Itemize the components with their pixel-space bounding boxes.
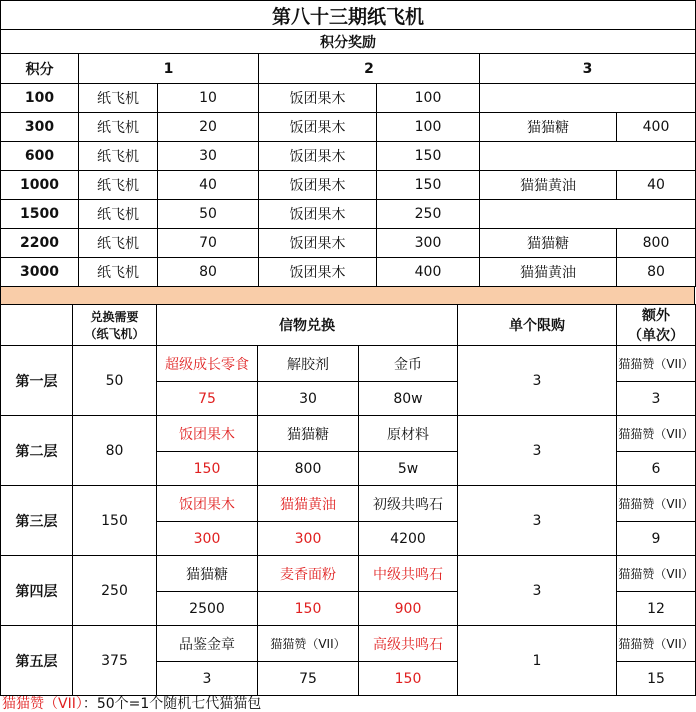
reward2-item: 饭团果木 (259, 229, 377, 258)
tier-name: 第二层 (1, 416, 73, 486)
row-points: 100 (1, 84, 79, 113)
reward1-qty: 30 (158, 142, 259, 171)
tier-item-qty: 80w (359, 382, 458, 416)
reward2-item: 饭团果木 (259, 258, 377, 287)
reward2-qty: 150 (377, 171, 480, 200)
footer-note (2, 693, 261, 712)
section-divider-band (0, 287, 695, 304)
reward2-qty: 250 (377, 200, 480, 229)
tier-item-qty: 30 (258, 382, 359, 416)
tier-extra-qty: 6 (617, 452, 696, 486)
tier-extra-qty: 12 (617, 592, 696, 626)
tier-extra-item: 猫猫赞（VII） (617, 416, 696, 452)
reward2-qty: 300 (377, 229, 480, 258)
tier-item-name: 品鉴金章 (157, 626, 258, 662)
tier-item-name: 猫猫糖 (157, 556, 258, 592)
reward1-item: 纸飞机 (79, 113, 158, 142)
reward2-qty: 100 (377, 113, 480, 142)
reward3-item: 猫猫糖 (480, 113, 617, 142)
reward1-qty: 20 (158, 113, 259, 142)
tier-item-name: 猫猫黄油 (258, 486, 359, 522)
tier-item-name: 原材料 (359, 416, 458, 452)
reward2-item: 饭团果木 (259, 84, 377, 113)
points-reward-table (0, 0, 696, 287)
reward3-item: 猫猫黄油 (480, 171, 617, 200)
reward3-qty: 80 (617, 258, 696, 287)
reward2-item: 饭团果木 (259, 113, 377, 142)
row-points: 600 (1, 142, 79, 171)
points-row (1, 171, 696, 200)
reward1-qty: 10 (158, 84, 259, 113)
tier-row (1, 346, 696, 382)
reward3-item: 猫猫糖 (480, 229, 617, 258)
tier-row (1, 486, 696, 522)
reward3-item: 猫猫黄油 (480, 258, 617, 287)
tier-extra-item: 猫猫赞（VII） (617, 626, 696, 662)
row-points: 2200 (1, 229, 79, 258)
points-row (1, 258, 696, 287)
reward3-qty: 400 (617, 113, 696, 142)
reward2-qty: 150 (377, 142, 480, 171)
reward1-qty: 40 (158, 171, 259, 200)
col-header-reward-3: 3 (480, 54, 696, 84)
tier-limit: 3 (458, 486, 617, 556)
tier-item-name: 猫猫赞（VII） (258, 626, 359, 662)
tier-item-qty: 300 (258, 522, 359, 556)
reward1-qty: 70 (158, 229, 259, 258)
tier-need: 250 (73, 556, 157, 626)
tier-extra-item: 猫猫赞（VII） (617, 346, 696, 382)
tier-item-qty: 75 (258, 662, 359, 696)
points-row (1, 229, 696, 258)
tier-limit: 3 (458, 416, 617, 486)
reward3-empty (480, 84, 696, 113)
col-header-token-exchange: 信物兑换 (157, 305, 458, 346)
tier-item-qty: 4200 (359, 522, 458, 556)
tier-need: 375 (73, 626, 157, 696)
tier-item-qty: 75 (157, 382, 258, 416)
reward1-qty: 80 (158, 258, 259, 287)
reward1-qty: 50 (158, 200, 259, 229)
extra-line2: （单次） (628, 328, 684, 344)
reward1-item: 纸飞机 (79, 200, 158, 229)
points-row (1, 113, 696, 142)
points-row (1, 84, 696, 113)
tier-name: 第一层 (1, 346, 73, 416)
tier-item-name: 金币 (359, 346, 458, 382)
reward1-item: 纸飞机 (79, 84, 158, 113)
tier-item-qty: 150 (258, 592, 359, 626)
reward1-item: 纸飞机 (79, 171, 158, 200)
points-reward-header: 积分奖励 (1, 30, 696, 54)
tier-extra-qty: 9 (617, 522, 696, 556)
tier-row (1, 626, 696, 662)
tier-extra-qty: 3 (617, 382, 696, 416)
exchange-need-line2: （纸飞机） (84, 327, 145, 341)
footer-highlight: 猫猫赞（VII） (2, 696, 83, 712)
tier-item-name: 麦香面粉 (258, 556, 359, 592)
tier-item-qty: 300 (157, 522, 258, 556)
tier-extra-item: 猫猫赞（VII） (617, 486, 696, 522)
tier-item-name: 猫猫糖 (258, 416, 359, 452)
reward2-item: 饭团果木 (259, 142, 377, 171)
reward3-empty (480, 200, 696, 229)
tier-item-name: 高级共鸣石 (359, 626, 458, 662)
tier-limit: 3 (458, 556, 617, 626)
reward2-qty: 100 (377, 84, 480, 113)
tier-need: 80 (73, 416, 157, 486)
tier-item-name: 初级共鸣石 (359, 486, 458, 522)
points-row (1, 142, 696, 171)
reward1-item: 纸飞机 (79, 258, 158, 287)
col-header-reward-2: 2 (259, 54, 480, 84)
tier-extra-qty: 15 (617, 662, 696, 696)
tier-item-qty: 150 (157, 452, 258, 486)
tier-limit: 3 (458, 346, 617, 416)
tier-item-name: 解胶剂 (258, 346, 359, 382)
reward3-empty (480, 142, 696, 171)
footer-text: ：50个=1个随机七代猫猫包 (82, 696, 262, 712)
tier-extra-item: 猫猫赞（VII） (617, 556, 696, 592)
tier-item-name: 饭团果木 (157, 416, 258, 452)
tier-item-name: 饭团果木 (157, 486, 258, 522)
reward2-item: 饭团果木 (259, 200, 377, 229)
tier-item-qty: 900 (359, 592, 458, 626)
row-points: 3000 (1, 258, 79, 287)
reward3-qty: 800 (617, 229, 696, 258)
tier-need: 50 (73, 346, 157, 416)
tier-item-qty: 150 (359, 662, 458, 696)
tier-name: 第四层 (1, 556, 73, 626)
reward2-qty: 400 (377, 258, 480, 287)
tier-item-qty: 5w (359, 452, 458, 486)
col-header-extra (617, 305, 696, 346)
col-header-exchange-need (73, 305, 157, 346)
tier-item-qty: 2500 (157, 592, 258, 626)
row-points: 300 (1, 113, 79, 142)
extra-line1: 额外 (642, 308, 670, 324)
col-header-reward-1: 1 (79, 54, 259, 84)
reward3-qty: 40 (617, 171, 696, 200)
col-header-points: 积分 (1, 54, 79, 84)
tier-limit: 1 (458, 626, 617, 696)
tier-row (1, 416, 696, 452)
tier-item-name: 中级共鸣石 (359, 556, 458, 592)
exchange-need-line1: 兑换需要 (90, 310, 139, 324)
tier-item-qty: 800 (258, 452, 359, 486)
points-row (1, 200, 696, 229)
tier-item-name: 超级成长零食 (157, 346, 258, 382)
reward1-item: 纸飞机 (79, 229, 158, 258)
row-points: 1000 (1, 171, 79, 200)
tier-row (1, 556, 696, 592)
tier-need: 150 (73, 486, 157, 556)
exchange-table (0, 304, 696, 696)
row-points: 1500 (1, 200, 79, 229)
page-title: 第八十三期纸飞机 (1, 1, 696, 30)
tier-item-qty: 3 (157, 662, 258, 696)
reward2-item: 饭团果木 (259, 171, 377, 200)
tier-name: 第五层 (1, 626, 73, 696)
tier-name: 第三层 (1, 486, 73, 556)
reward1-item: 纸飞机 (79, 142, 158, 171)
col-header-limit: 单个限购 (458, 305, 617, 346)
